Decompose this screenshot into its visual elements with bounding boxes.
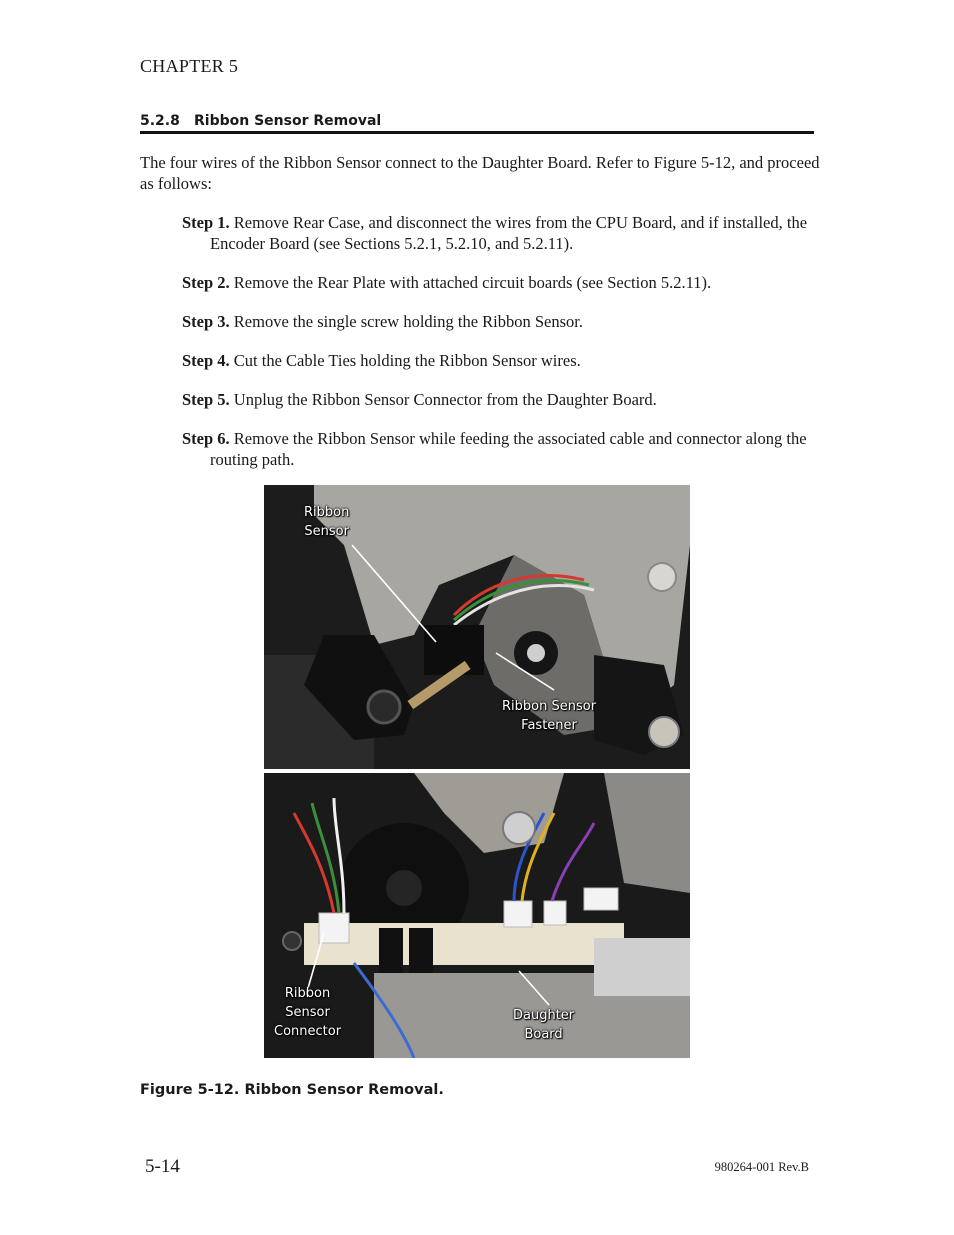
- page-number: 5-14: [145, 1156, 180, 1177]
- callout-line-2: Fastener: [521, 718, 577, 733]
- step-label: Step 5.: [182, 390, 230, 409]
- ribbon-sensor-photo: [264, 485, 690, 769]
- callout-line-2: Sensor: [285, 1005, 330, 1020]
- step-text: Remove the Ribbon Sensor while feeding the associated cable and connector along the routing path.: [210, 429, 807, 469]
- callout-line-3: Connector: [274, 1024, 342, 1039]
- callout-line-1: Daughter: [513, 1008, 575, 1023]
- figure-caption: Figure 5-12. Ribbon Sensor Removal.: [140, 1082, 444, 1098]
- connector-callout: [274, 984, 341, 1041]
- step-label: Step 4.: [182, 351, 230, 370]
- section-title: Ribbon Sensor Removal: [194, 113, 382, 129]
- step-text: Remove Rear Case, and disconnect the wires from the CPU Board, and if installed, the Encoder Board (see Sections 5.2.1, 5.2.10, and 5.2.11).: [210, 213, 808, 253]
- step-6: [182, 428, 818, 470]
- step-text: Unplug the Ribbon Sensor Connector from the Daughter Board.: [233, 390, 657, 409]
- section-heading: [140, 113, 814, 134]
- step-text: Cut the Cable Ties holding the Ribbon Sensor wires.: [233, 351, 581, 370]
- step-3: [182, 311, 818, 332]
- step-2: [182, 272, 818, 293]
- callout-line-1: Ribbon: [304, 505, 350, 520]
- step-1: [182, 212, 818, 254]
- ribbon-sensor-callout: [304, 503, 349, 541]
- step-label: Step 6.: [182, 429, 230, 448]
- fastener-callout: [502, 697, 596, 735]
- document-id: 980264-001 Rev.B: [714, 1160, 809, 1174]
- step-text: Remove the single screw holding the Ribbon Sensor.: [233, 312, 584, 331]
- callout-line-2: Board: [524, 1027, 563, 1042]
- steps-list: [182, 212, 818, 488]
- step-label: Step 3.: [182, 312, 230, 331]
- daughter-board-photo: [264, 773, 690, 1058]
- step-label: Step 1.: [182, 213, 230, 232]
- callout-line-2: Sensor: [304, 524, 349, 539]
- daughter-board-callout: [513, 1006, 574, 1044]
- chapter-header: CHAPTER 5: [140, 56, 239, 76]
- section-number: 5.2.8: [140, 113, 180, 129]
- step-label: Step 2.: [182, 273, 230, 292]
- callout-line-1: Ribbon Sensor: [502, 699, 597, 714]
- step-5: [182, 389, 818, 410]
- intro-paragraph: The four wires of the Ribbon Sensor connect to the Daughter Board. Refer to Figure 5-12, and proceed as follows:: [140, 153, 820, 193]
- step-4: [182, 350, 818, 371]
- callout-line-1: Ribbon: [284, 986, 331, 1001]
- step-text: Remove the Rear Plate with attached circuit boards (see Section 5.2.11).: [233, 273, 712, 292]
